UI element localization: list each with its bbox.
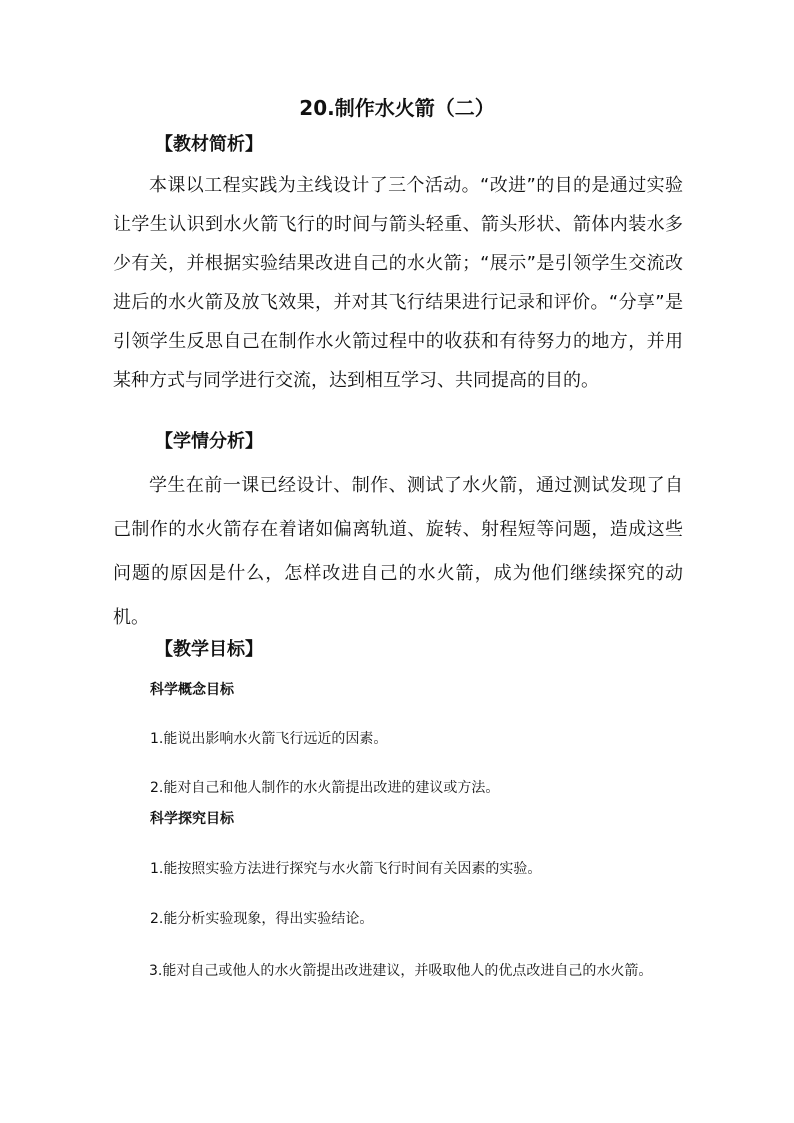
subheading-science-inquiry-goals: 科学探究目标 [150,811,234,827]
concept-goal-item-2: 2.能对自己和他人制作的水火箭提出改进的建议或方法。 [150,780,500,796]
document-title: 20.制作水火箭（二） [299,96,495,120]
section-heading-teaching-goals: 【教学目标】 [155,639,263,660]
section-heading-student-analysis: 【学情分析】 [155,431,263,452]
concept-goal-item-1: 1.能说出影响水火箭飞行远近的因素。 [150,731,388,747]
section-heading-textbook-analysis: 【教材简析】 [155,134,263,155]
textbook-analysis-paragraph: 本课以工程实践为主线设计了三个活动。“改进”的目的是通过实验让学生认识到水火箭飞行的时间与箭头轻重、箭头形状、箭体内装水多少有关，并根据实验结果改进自己的水火箭；“展示”是引领学生交流改进后的水火箭及放飞效果，并对其飞行结果进行记录和评价。“分享”是引领学生反思自己在制作水火箭过程中的收获和有待努力的地方，并用某种方式与同学进行交流，达到相互学习、共同提高的目的。 [113,175,683,391]
inquiry-goal-item-1: 1.能按照实验方法进行探究与水火箭飞行时间有关因素的实验。 [150,861,542,877]
student-analysis-paragraph: 学生在前一课已经设计、制作、测试了水火箭，通过测试发现了自己制作的水火箭存在着诸如偏离轨道、旋转、射程短等问题，造成这些问题的原因是什么，怎样改进自己的水火箭，成为他们继续探究的动机。 [113,475,683,628]
inquiry-goal-item-2: 2.能分析实验现象，得出实验结论。 [150,911,374,927]
subheading-science-concept-goals: 科学概念目标 [150,682,234,698]
inquiry-goal-item-3: 3.能对自己或他人的水火箭提出改进建议，并吸取他人的优点改进自己的水火箭。 [149,963,653,979]
